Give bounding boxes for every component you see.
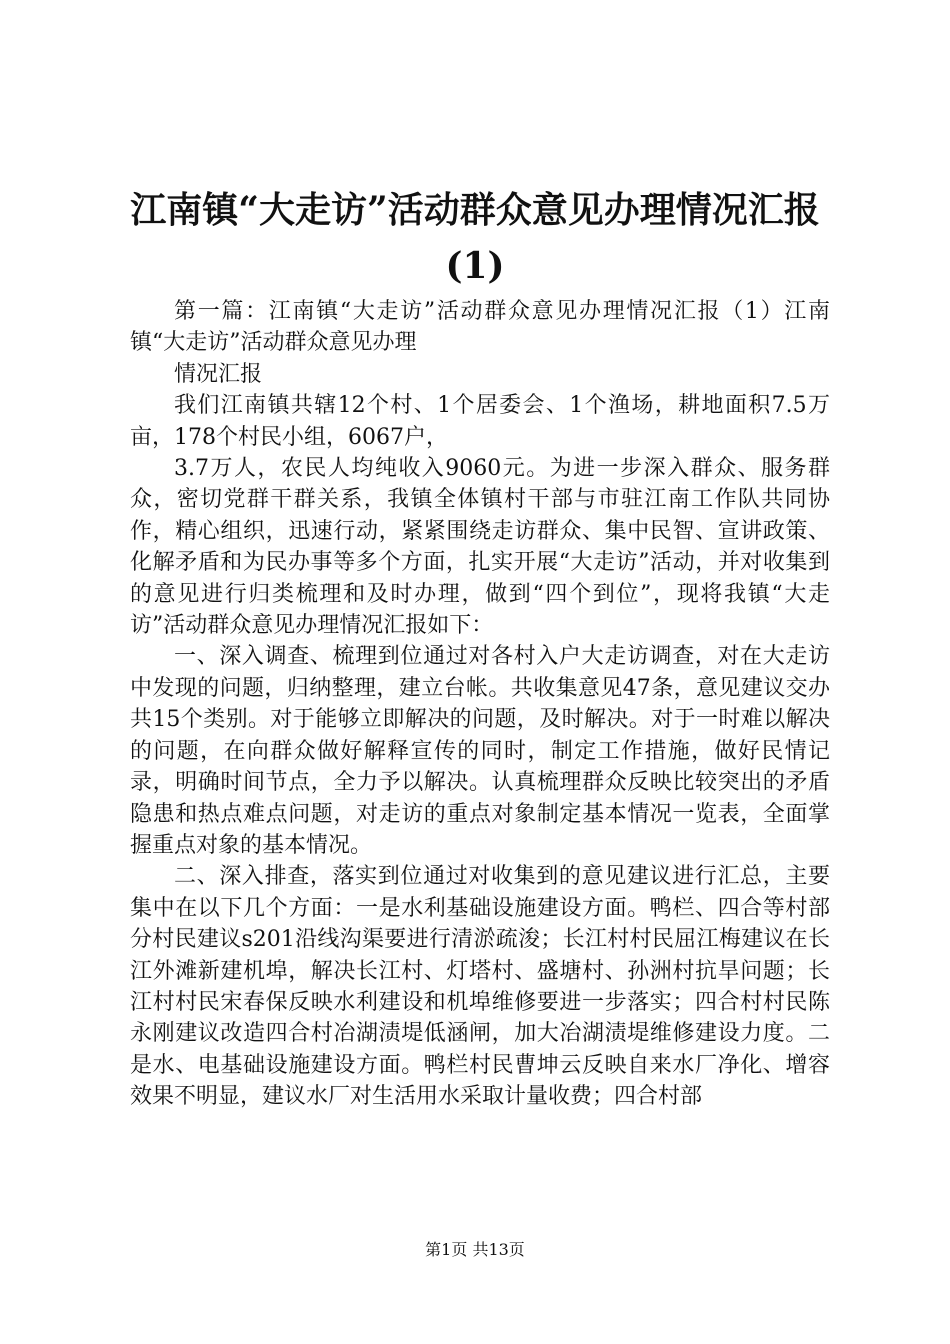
document-title-line-1: 江南镇“大走访”活动群众意见办理情况汇报	[130, 189, 820, 231]
body-paragraph-section-1: 一、深入调查、梳理到位通过对各村入户大走访调查，对在大走访中发现的问题，归纳整理，建立台帐。共收集意见47条，意见建议交办共15个类别。对于能够立即解决的问题，及时解决。对于一时难以解决的问题，在向群众做好解释宣传的同时，制定工作措施，做好民情记录，明确时间节点，全力予以解决。认真梳理群众反映比较突出的矛盾隐患和热点难点问题，对走访的重点对象制定基本情况一览表，全面掌握重点对象的基本情况。	[130, 644, 830, 858]
body-paragraph-population: 3.7万人，农民人均纯收入9060元。为进一步深入群众、服务群众，密切党群干群关系，我镇全体镇村干部与市驻江南工作队共同协作，精心组织，迅速行动，紧紧围绕走访群众、集中民智、宣讲政策、化解矛盾和为民办事等多个方面，扎实开展“大走访”活动，并对收集到的意见进行归类梳理和及时办理，做到“四个到位”，现将我镇“大走访”活动群众意见办理情况汇报如下：	[130, 456, 830, 639]
body-paragraph-section-2: 二、深入排查，落实到位通过对收集到的意见建议进行汇总，主要集中在以下几个方面：一是水利基础设施建设方面。鸭栏、四合等村部分村民建议s201沿线沟渠要进行清淤疏浚；长江村村民屈江梅建议在长江外滩新建机埠，解决长江村、灯塔村、盛塘村、孙洲村抗旱问题；长江村村民宋春保反映水利建设和机埠维修要进一步落实；四合村村民陈永刚建议改造四合村冶湖渍堤低涵闸，加大冶湖渍堤维修建设力度。二是水、电基础设施建设方面。鸭栏村民曹坤云反映自来水厂净化、增容效果不明显，建议水厂对生活用水采取计量收费；四合村部	[130, 864, 830, 1110]
document-title-line-2: (1)	[445, 245, 505, 287]
body-paragraph-intro: 第一篇：江南镇“大走访”活动群众意见办理情况汇报（1）江南镇“大走访”活动群众意见办理	[130, 299, 830, 356]
body-paragraph-subtitle: 情况汇报	[174, 361, 263, 387]
body-paragraph-overview: 我们江南镇共辖12个村、1个居委会、1个渔场，耕地面积7.5万亩，178个村民小组，6067户，	[130, 393, 830, 450]
document-body	[130, 296, 830, 1113]
page-footer: 第1页 共13页	[425, 1240, 525, 1259]
